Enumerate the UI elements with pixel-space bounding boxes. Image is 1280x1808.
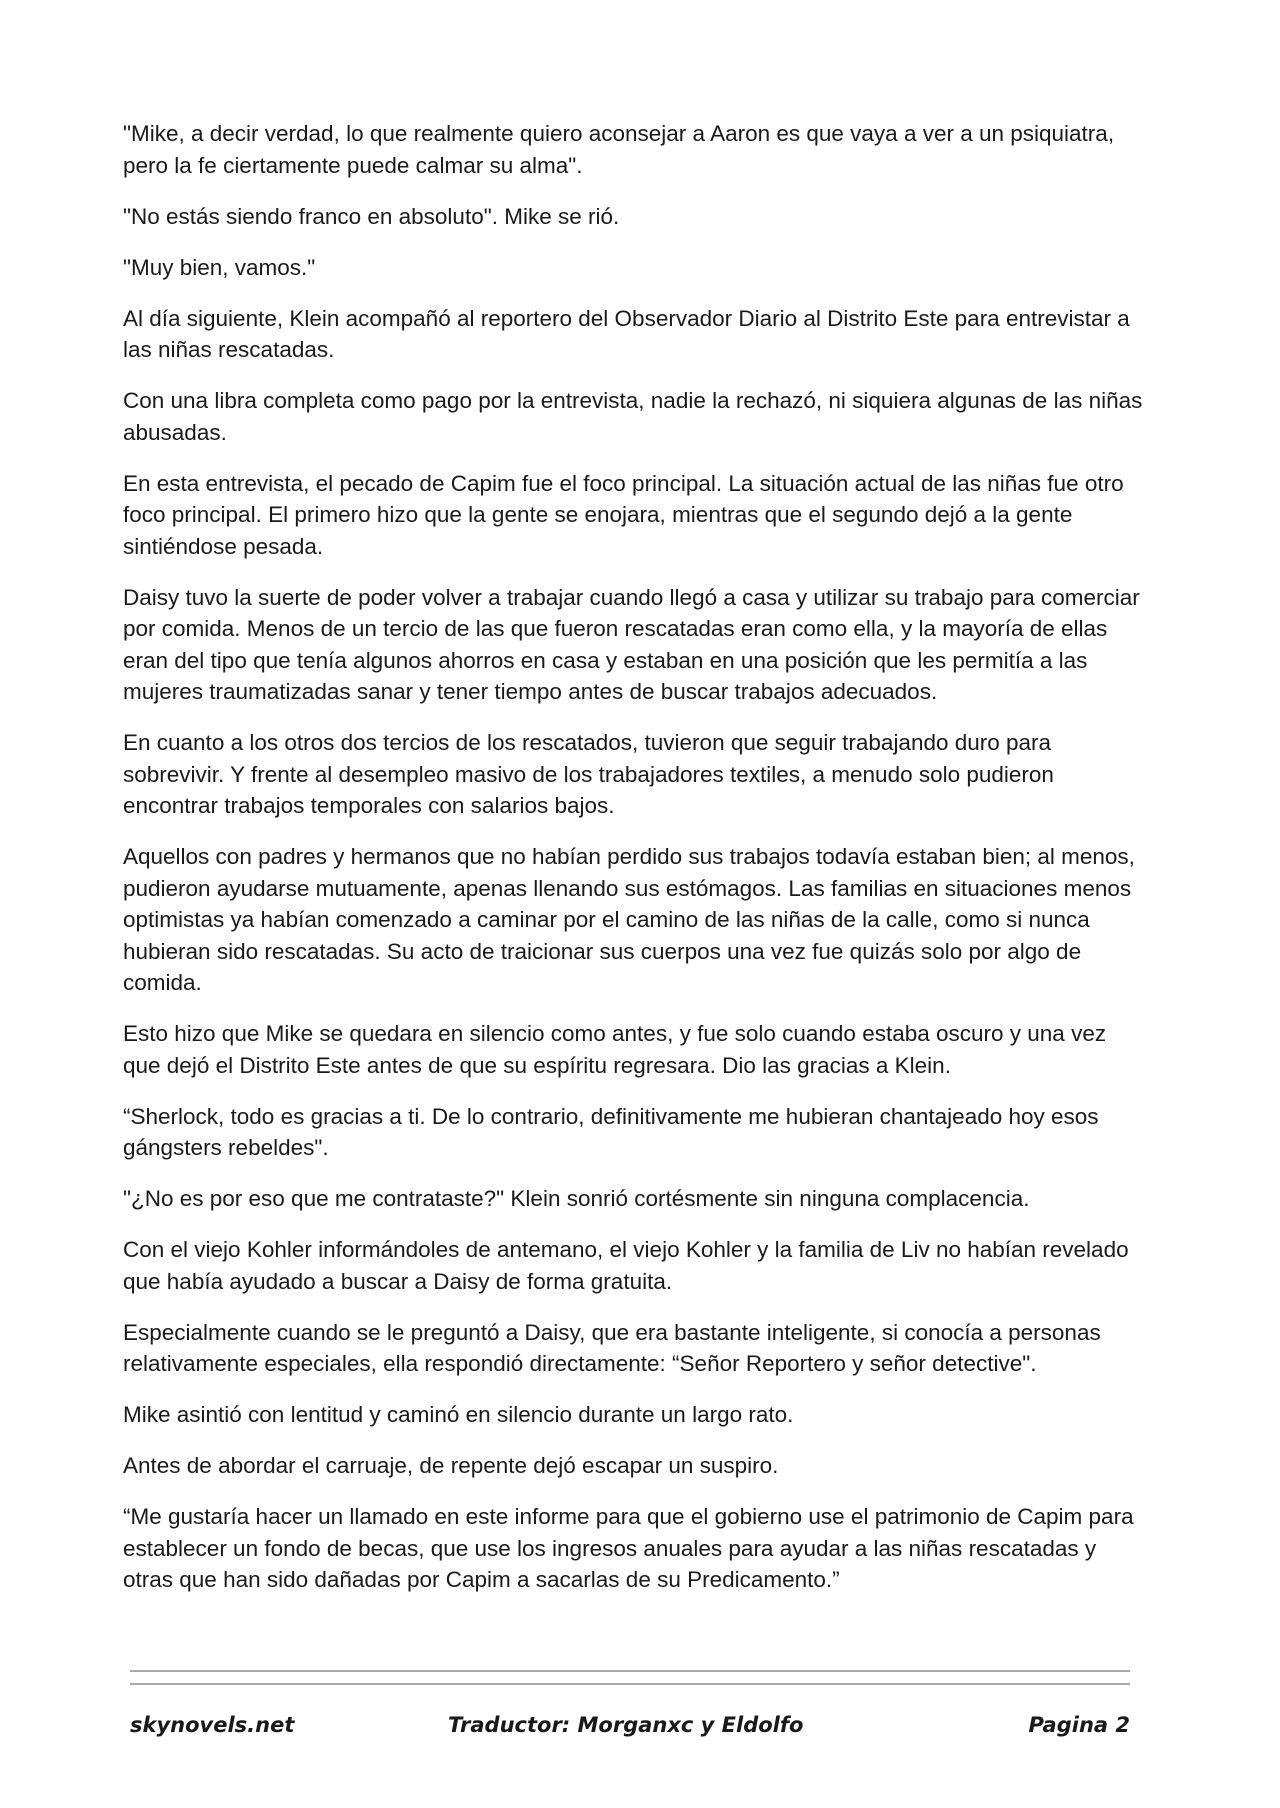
paragraph: "Mike, a decir verdad, lo que realmente quiero aconsejar a Aaron es que vaya a ver a un psiquiatra, pero la fe ciertamente puede calmar su alma". bbox=[123, 121, 1115, 178]
footer-divider-top bbox=[130, 1670, 1130, 1672]
paragraph: En esta entrevista, el pecado de Capim fue el foco principal. La situación actual de las niñas fue otro foco principal. El primero hizo que la gente se enojara, mientras que el segundo dejó a la gente sintiéndose pesada. bbox=[123, 470, 1124, 559]
paragraph: “Sherlock, todo es gracias a ti. De lo contrario, definitivamente me hubieran chantajeado hoy esos gángsters rebeldes". bbox=[123, 1103, 1099, 1160]
paragraph: Con el viejo Kohler informándoles de antemano, el viejo Kohler y la familia de Liv no habían revelado que había ayudado a buscar a Daisy de forma gratuita. bbox=[123, 1237, 1129, 1294]
paragraph: "No estás siendo franco en absoluto". Mike se rió. bbox=[123, 203, 620, 229]
paragraph: "Muy bien, vamos." bbox=[123, 254, 316, 280]
footer-site: skynovels.net bbox=[130, 1713, 295, 1737]
paragraph: Con una libra completa como pago por la entrevista, nadie la rechazó, ni siquiera algunas de las niñas abusadas. bbox=[123, 388, 1143, 445]
paragraph: "¿No es por eso que me contrataste?" Klein sonrió cortésmente sin ninguna complacencia. bbox=[123, 1186, 1030, 1211]
paragraph: “Me gustaría hacer un llamado en este informe para que el gobierno use el patrimonio de Capim para establecer un fondo de becas, que use los ingresos anuales para ayudar a las niñas rescatadas y otras que han sido dañadas por Capim a sacarlas de su Predicamento.” bbox=[123, 1504, 1134, 1592]
paragraph: Especialmente cuando se le preguntó a Daisy, que era bastante inteligente, si conocía a personas relativamente especiales, ella respondió directamente: “Señor Reportero y señor detective". bbox=[123, 1319, 1101, 1376]
footer-translator: Traductor: Morganxc y Eldolfo bbox=[448, 1713, 804, 1737]
paragraph: Daisy tuvo la suerte de poder volver a trabajar cuando llegó a casa y utilizar su trabajo para comerciar por comida. Menos de un tercio de las que fueron rescatadas eran como ella, y la mayoría de ellas eran del tipo que tenía algunos ahorros en casa y estaban en una posición que les permitía a las mujeres traumatizadas sanar y tener tiempo antes de buscar trabajos adecuados. bbox=[123, 584, 1140, 704]
paragraph: Al día siguiente, Klein acompañó al reportero del Observador Diario al Distrito Este para entrevistar a las niñas rescatadas. bbox=[123, 305, 1130, 362]
paragraph: Esto hizo que Mike se quedara en silencio como antes, y fue solo cuando estaba oscuro y una vez que dejó el Distrito Este antes de que su espíritu regresara. Dio las gracias a Klein. bbox=[123, 1021, 1107, 1078]
page-body bbox=[123, 118, 1143, 1615]
paragraph: Antes de abordar el carruaje, de repente dejó escapar un suspiro. bbox=[123, 1453, 779, 1478]
paragraph: Mike asintió con lentitud y caminó en silencio durante un largo rato. bbox=[123, 1402, 794, 1427]
paragraph: Aquellos con padres y hermanos que no habían perdido sus trabajos todavía estaban bien; al menos, pudieron ayudarse mutuamente, apenas llenando sus estómagos. Las familias en situaciones menos optimistas ya habían comenzado a caminar por el camino de las niñas de la calle, como si nunca hubieran sido rescatadas. Su acto de traicionar sus cuerpos una vez fue quizás solo por algo de comida. bbox=[123, 844, 1135, 995]
paragraph: En cuanto a los otros dos tercios de los rescatados, tuvieron que seguir trabajando duro para sobrevivir. Y frente al desempleo masivo de los trabajadores textiles, a menudo solo pudieron encontrar trabajos temporales con salarios bajos. bbox=[123, 730, 1054, 818]
footer-divider-bottom bbox=[130, 1683, 1130, 1685]
footer-page-number: Pagina 2 bbox=[1028, 1713, 1130, 1737]
page-footer bbox=[130, 1713, 1130, 1749]
